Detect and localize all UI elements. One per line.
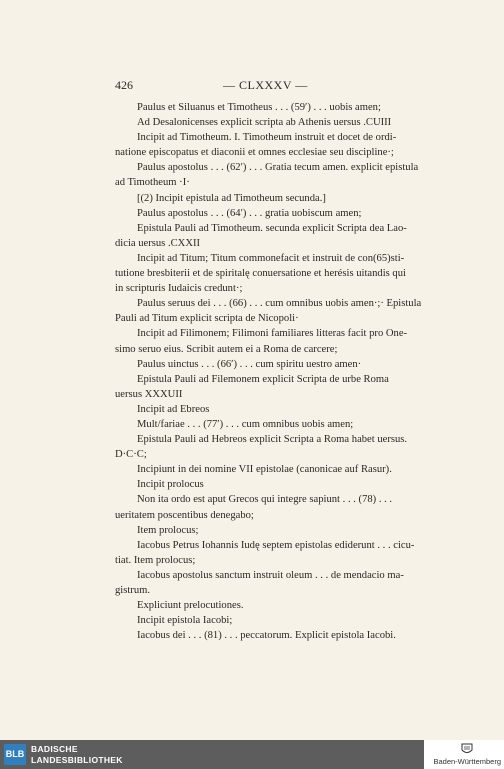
text-line: tiat. Item prolocus;	[115, 554, 196, 566]
text-line: Incipit ad Ebreos	[137, 403, 210, 415]
text-line: Iacobus apostolus sanctum instruit oleum . . . de mendacio ma-	[137, 569, 404, 581]
text-line: Incipit ad Titum; Titum commonefacit et instruit de con(65)sti-	[137, 252, 405, 264]
text-line: Iacobus Petrus Iohannis Iudę septem epistolas ediderunt . . . cicu-	[137, 539, 415, 551]
text-line: Incipit epistola Iacobi;	[137, 615, 233, 627]
text-line: Epistula Pauli ad Hebreos explicit Scripta a Roma habet uersus.	[137, 434, 408, 446]
text-line: Item prolocus;	[137, 524, 199, 536]
page-number: 426	[115, 78, 133, 92]
page-running-title: — CLXXXV —	[223, 78, 308, 92]
text-line: Iacobus dei . . . (81) . . . peccatorum. Explicit epistola Iacobi.	[137, 630, 396, 642]
text-line: Mult/fariae . . . (77ʹ) . . . cum omnibus uobis amen;	[137, 418, 354, 430]
text-line: natione episcopatus et diaconii et omnes ecclesiae seu discipline·;	[115, 147, 394, 159]
text-line: Ad Desalonicenses explicit scripta ab Athenis uersus .CUIII	[137, 117, 392, 129]
text-line: Non ita ordo est aput Grecos qui integre sapiunt . . . (78) . . .	[137, 494, 393, 506]
text-line: tutione bresbiterii et de spiritalę conuersatione et herésis uitandis qui	[115, 268, 406, 280]
text-line: Paulus apostolus . . . (62ʹ) . . . Gratia tecum amen. explicit epistula	[137, 162, 419, 174]
text-line: Paulus apostolus . . . (64ʹ) . . . gratia uobiscum amen;	[137, 207, 362, 219]
text-line: Pauli ad Titum explicit scripta de Nicopoli·	[115, 313, 299, 325]
text-line: Incipiunt in dei nomine VII epistolae (canonicae auf Rasur).	[137, 464, 392, 476]
text-line: ad Timotheum ·I·	[115, 177, 190, 189]
text-line: uersus XXXUII	[115, 388, 183, 400]
text-line: Epistula Pauli ad Timotheum. secunda explicit Scripta dea Lao-	[137, 222, 407, 234]
text-line: in scripturis Iudaicis credunt·;	[115, 283, 243, 295]
text-line: Incipit ad Filimonem; Filimoni familiares litteras facit pro One-	[137, 328, 408, 340]
text-line: dicia uersus .CXXII	[115, 237, 201, 249]
library-name-line2: LANDESBIBLIOTHEK	[31, 755, 123, 765]
state-name: Baden-Württemberg	[433, 757, 501, 766]
text-line: Epistula Pauli ad Filemonem explicit Scripta de urbe Roma	[137, 373, 389, 385]
text-line: Paulus et Siluanus et Timotheus . . . (59ʹ) . . . uobis amen;	[137, 102, 381, 113]
text-line: ueritatem poscentibus denegabo;	[115, 509, 254, 521]
text-line: Incipit ad Timotheum. I. Timotheum instruit et docet de ordi-	[137, 132, 397, 144]
coat-of-arms-icon	[460, 742, 474, 756]
text-line: gistrum.	[115, 585, 151, 596]
text-line: Incipit prolocus	[137, 479, 204, 491]
text-line: simo seruo eius. Scribit autem ei a Roma de carcere;	[115, 343, 338, 355]
text-line: [(2) Incipit epistula ad Timotheum secunda.]	[137, 192, 326, 204]
state-logo[interactable]	[424, 740, 504, 769]
page-header	[115, 78, 445, 94]
text-line: Paulus seruus dei . . . (66) . . . cum omnibus uobis amen·;· Epistula	[137, 298, 422, 310]
footer-bar	[0, 740, 504, 769]
library-name[interactable]	[31, 744, 123, 766]
blb-logo-icon[interactable]: BLB	[4, 744, 26, 765]
text-line: D·C·C;	[115, 449, 147, 461]
text-line: Expliciunt prelocutiones.	[137, 600, 244, 612]
text-line: Paulus uinctus . . . (66ʹ) . . . cum spiritu uestro amen·	[137, 358, 362, 370]
library-name-line1: BADISCHE	[31, 744, 78, 754]
body-text	[115, 100, 445, 643]
